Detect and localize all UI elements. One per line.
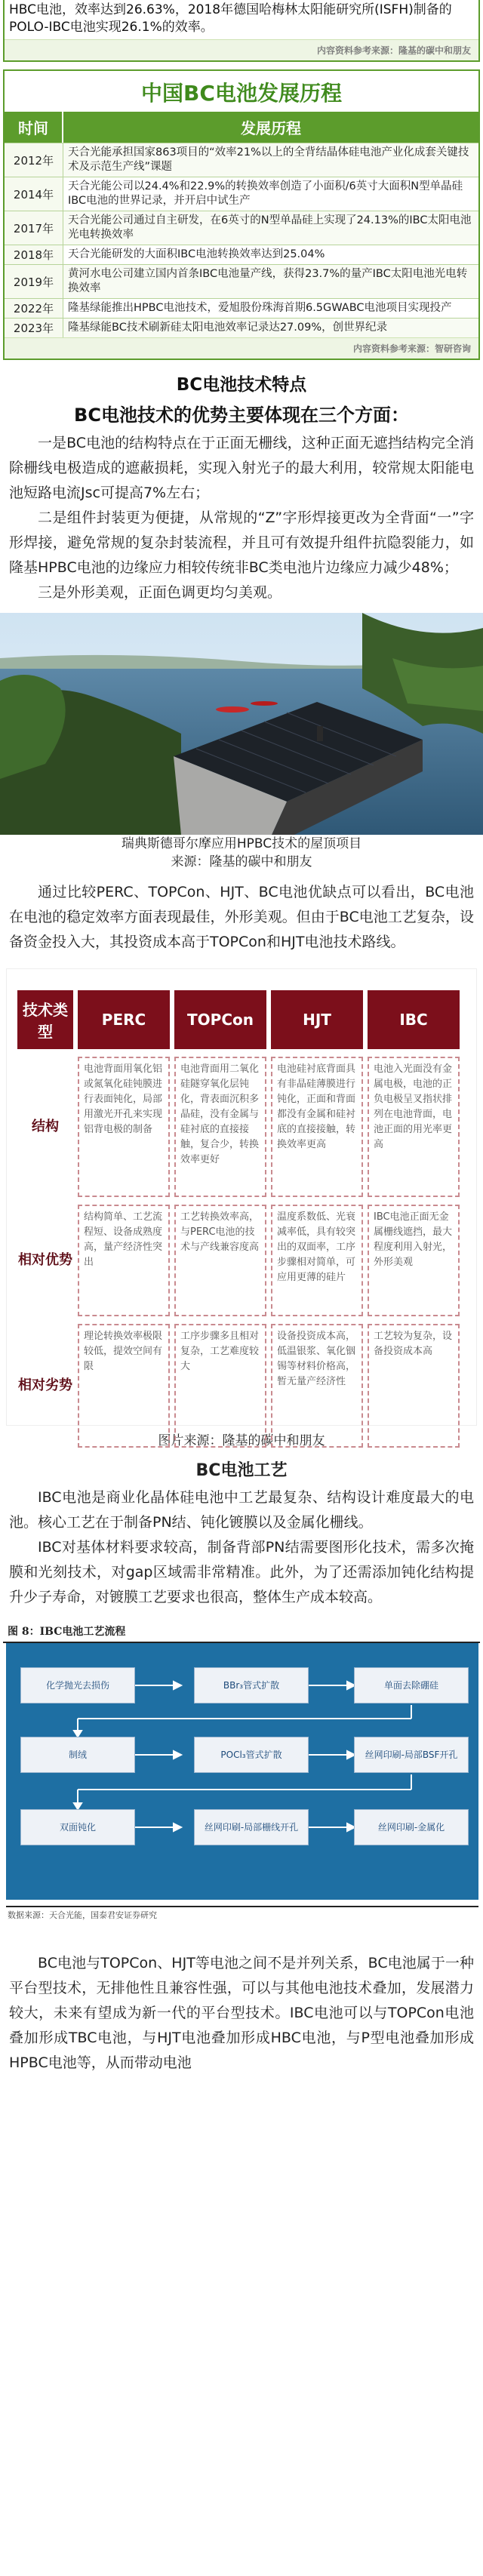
history-col-history: 发展历程	[241, 119, 301, 137]
comparison-cell: 理论转换效率极限较低，提效空间有限	[78, 1324, 170, 1448]
photo-caption-2: 来源：隆基的碳中和朋友	[171, 854, 312, 869]
rooftop-photo-image	[0, 613, 483, 835]
top-fragment-text: HBC电池，效率达到26.63%，2018年德国哈梅林太阳能研究所(ISFH)制备的POLO-IBC电池实现26.1%的效率。	[9, 2, 452, 35]
process-title: BC电池工艺	[195, 1461, 288, 1480]
flow-step: 丝网印刷-金属化	[355, 1810, 468, 1845]
flow-step: BBr₃管式扩散	[195, 1668, 308, 1703]
process-paragraph-1: IBC电池是商业化晶体硅电池中工艺最复杂、结构设计难度最大的电池。核心工艺在于制备PN结、钝化镀膜以及金属化栅线。	[9, 1489, 474, 1531]
ending-paragraph: BC电池与TOPCon、HJT等电池之间不是并列关系，BC电池属于一种平台型技术，无排他性且兼容性强，可以与其他电池技术叠加，发展潜力较大，未来有望成为新一代的平台型技术。IBC电池可以与TOPCon电池叠加形成TBC电池，与HJT电池叠加形成HBC电池，与P型电池叠加形成HPBC电池等，从而带动电池	[9, 1955, 474, 2071]
history-year: 2017年	[5, 211, 63, 245]
compare-paragraph: 通过比较PERC、TOPCon、HJT、BC电池优缺点可以看出，BC电池在电池的稳定效率方面表现最佳，外形美观。但由于BC电池工艺复杂，设备资金投入大，其投资成本高于TOPCon和HJT电池技术路线。	[9, 884, 474, 950]
comparison-row-label: 结构	[32, 1119, 59, 1134]
flow-step: 单面去除硼硅	[355, 1668, 468, 1703]
features-title: BC电池技术特点	[176, 375, 307, 395]
flow-figure-source: 数据来源：天合光能，国泰君安证券研究	[8, 1910, 157, 1920]
history-text: 隆基绿能BC技术刷新硅太阳电池效率记录达27.09%，创世界纪录	[63, 319, 478, 337]
history-row	[5, 264, 478, 298]
comparison-cell: 电池硅衬底背面具有非晶硅薄膜进行钝化，正面和背面都没有金属和硅衬底的直接接触，转换效率更高	[271, 1057, 363, 1197]
comparison-header	[17, 990, 466, 1049]
history-rows	[5, 143, 478, 337]
history-row	[5, 211, 478, 245]
history-year: 2023年	[5, 319, 63, 337]
feature-paragraph-3: 三是外形美观，正面色调更均匀美观。	[38, 584, 282, 601]
history-header	[5, 112, 478, 143]
features-subtitle: BC电池技术的优势主要体现在三个方面：	[74, 405, 409, 426]
history-table	[3, 69, 480, 360]
comparison-cell: 工艺转换效率高，与PERC电池的技术与产线兼容度高	[174, 1205, 266, 1316]
history-text: 天合光能研发的大面积IBC电池转换效率达到25.04%	[68, 248, 325, 260]
rooftop-photo	[0, 613, 483, 835]
comparison-header-cell: TOPCon	[174, 990, 266, 1049]
comparison-header-cell: PERC	[78, 990, 170, 1049]
flow-figure-title: 图 8：IBC电池工艺流程	[3, 1620, 480, 1643]
comparison-row	[17, 1205, 466, 1316]
comparison-cell: 工艺较为复杂，设备投资成本高	[368, 1324, 460, 1448]
history-year: 2012年	[5, 143, 63, 177]
comparison-table-image	[6, 968, 477, 1426]
flow-step: 丝网印刷-局部栅线开孔	[195, 1810, 308, 1845]
history-row	[5, 318, 478, 337]
history-title: 中国BC电池发展历程	[5, 71, 478, 112]
flow-step: 化学抛光去损伤	[21, 1668, 134, 1703]
history-year: 2018年	[5, 245, 63, 264]
feature-paragraph-2: 二是组件封装更为便捷，从常规的“Z”字形焊接更改为全背面“一”字形焊接，避免常规的复杂封装流程，并且可有效提升组件抗隐裂能力，如隆基HPBC电池的边缘应力相较传统非BC类电池片边缘应力减少48%；	[9, 509, 474, 576]
comparison-caption: 图片来源：隆基的碳中和朋友	[158, 1433, 325, 1448]
comparison-header-type: 技术类型	[17, 990, 73, 1049]
flow-step: POCl₃管式扩散	[195, 1737, 308, 1772]
comparison-table	[17, 990, 466, 1448]
history-source: 内容资料参考来源：智研咨询	[5, 337, 478, 359]
comparison-row	[17, 1057, 466, 1197]
history-row	[5, 143, 478, 177]
history-row	[5, 298, 478, 318]
comparison-header-cell: IBC	[368, 990, 460, 1049]
photo-caption-1: 瑞典斯德哥尔摩应用HPBC技术的屋顶项目	[121, 836, 362, 851]
flow-step: 制绒	[21, 1737, 134, 1772]
comparison-cell: IBC电池正面无金属栅线遮挡，最大程度利用入射光，外形美观	[368, 1205, 460, 1316]
top-table-fragment	[3, 0, 480, 62]
comparison-row-label: 相对优势	[18, 1252, 72, 1268]
comparison-cell: 电池背面用氧化铝或氮氧化硅钝膜进行表面钝化，局部用激光开孔来实现铝背电极的制备	[78, 1057, 170, 1197]
history-row	[5, 177, 478, 211]
flow-step: 丝网印刷-局部BSF开孔	[355, 1737, 468, 1772]
history-text: 隆基绿能推出HPBC电池技术，爱旭股份珠海首期6.5GWABC电池项目实现投产	[68, 302, 452, 314]
flow-step: 双面钝化	[21, 1810, 134, 1845]
comparison-rows	[17, 1057, 466, 1448]
comparison-cell: 电池入光面没有金属电极，电池的正负电极呈叉指状排列在电池背面，电池正面的用光率更高	[368, 1057, 460, 1197]
process-flow-figure	[3, 1620, 480, 1945]
history-text: 天合光能公司通过自主研发，在6英寸的N型单晶硅上实现了24.13%的IBC太阳电池光电转换效率	[63, 211, 478, 245]
comparison-cell: 设备投资成本高，低温银浆、氧化铟锡等材料价格高，暂无量产经济性	[271, 1324, 363, 1448]
comparison-row-label: 相对劣势	[18, 1377, 72, 1393]
history-year: 2022年	[5, 299, 63, 318]
comparison-cell: 工序步骤多且相对复杂，工艺难度较大	[174, 1324, 266, 1448]
flow-diagram	[6, 1643, 478, 1900]
comparison-header-cell: HJT	[271, 990, 363, 1049]
history-col-time: 时间	[5, 112, 63, 143]
comparison-row	[17, 1324, 466, 1448]
comparison-cell: 结构简单、工艺流程短、设备成熟度高，量产经济性突出	[78, 1205, 170, 1316]
flow-divider	[6, 1906, 478, 1907]
comparison-cell: 电池背面用二氧化硅隧穿氧化层钝化，背表面沉积多晶硅，没有金属与硅衬底的直接接触，复合少，转换效率更好	[174, 1057, 266, 1197]
history-text: 黄河水电公司建立国内首条IBC电池量产线，获得23.7%的量产IBC太阳电池光电转换效率	[63, 265, 478, 298]
history-text: 天合光能公司以24.4%和22.9%的转换效率创造了小面积/6英寸大面积N型单晶硅IBC电池的世界记录，并开启中试生产	[68, 180, 463, 207]
history-year: 2014年	[5, 177, 63, 211]
history-row	[5, 245, 478, 264]
top-fragment-source: 内容资料参考来源：隆基的碳中和朋友	[5, 39, 478, 60]
comparison-cell: 温度系数低、光衰减率低，具有较突出的双面率，工序步骤相对简单，可应用更薄的硅片	[271, 1205, 363, 1316]
history-text: 天合光能承担国家863项目的“效率21%以上的全背结晶体硅电池产业化成套关键技术及示范生产线”课题	[63, 143, 478, 177]
history-year: 2019年	[5, 265, 63, 298]
feature-paragraph-1: 一是BC电池的结构特点在于正面无栅线，这种正面无遮挡结构完全消除栅线电极造成的遮蔽损耗，实现入射光子的最大利用，较常规太阳能电池短路电流Jsc可提高7%左右；	[9, 435, 474, 501]
process-paragraph-2: IBC对基体材料要求较高，制备背部PN结需要图形化技术，需多次掩膜和光刻技术，对gap区域需非常精准。此外，为了还需添加钝化结构提升少子寿命，对镀膜工艺要求也很高，整体生产成本较高。	[9, 1539, 474, 1605]
